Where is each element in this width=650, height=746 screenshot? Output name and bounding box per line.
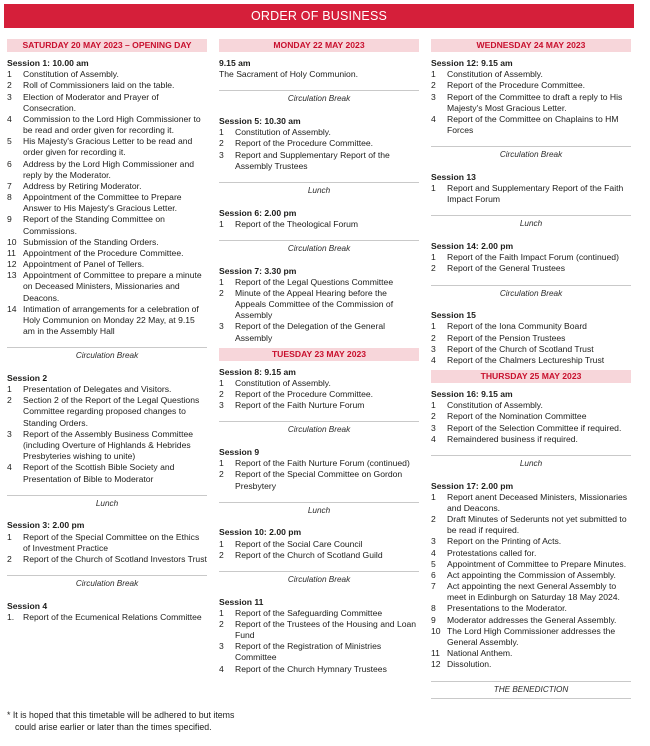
agenda-item [219, 539, 419, 550]
agenda-item-text: Report and Supplementary Report of the Assembly Trustees [235, 149, 390, 171]
session-title: 9.15 am [219, 58, 251, 68]
agenda-item [431, 263, 631, 274]
agenda-item [219, 150, 419, 172]
agenda-item [7, 612, 207, 623]
agenda-item [7, 92, 207, 114]
agenda-item [7, 136, 207, 158]
agenda-item-number: 2 [219, 138, 224, 149]
agenda-item [219, 378, 419, 389]
session-block [431, 389, 631, 445]
agenda-item-number: 2 [431, 514, 436, 525]
agenda-item [431, 514, 631, 536]
agenda-item-text: His Majesty's Gracious Letter to be read and order given for recording it. [23, 136, 193, 158]
day-header: WEDNESDAY 24 MAY 2023 [431, 39, 631, 52]
footnote-line-1: * It is hoped that this timetable will be adhered to but items [7, 710, 235, 720]
break-label: Lunch [431, 455, 631, 473]
agenda-item-text: Report of the Ecumenical Relations Committee [23, 611, 202, 622]
agenda-item-number: 2 [431, 411, 436, 422]
agenda-item-number: 1 [219, 218, 224, 229]
session-block [219, 447, 419, 492]
agenda-item-text: Moderator addresses the General Assembly. [447, 614, 617, 625]
agenda-item-number: 4 [7, 462, 12, 473]
session-block [219, 266, 419, 344]
agenda-item-number: 12 [7, 259, 17, 270]
agenda-item-number: 6 [7, 158, 12, 169]
agenda-item [7, 181, 207, 192]
agenda-item [219, 550, 419, 561]
agenda-item-text: Section 2 of the Report of the Legal Questions Committee regarding proposed changes to Standing Orders. [23, 395, 200, 428]
session-title: Session 11 [219, 596, 264, 607]
agenda-item-text: Report of the Pension Trustees [447, 332, 566, 343]
agenda-item-number: 2 [219, 287, 224, 298]
agenda-item-text: Report of the Procedure Committee. [447, 80, 586, 91]
agenda-item-number: 1 [431, 321, 436, 332]
agenda-item-text: Report of the Safeguarding Committee [235, 607, 383, 618]
agenda-item [431, 570, 631, 581]
agenda-item [219, 288, 419, 322]
session-title: Session 10: 2.00 pm [219, 527, 302, 538]
agenda-item [7, 554, 207, 565]
column-1 [7, 39, 207, 623]
agenda-item [7, 304, 207, 338]
agenda-item [431, 659, 631, 670]
agenda-item-text: Report of the Faith Nurture Forum (continued) [235, 458, 410, 469]
agenda-item-number: 1 [7, 384, 12, 395]
agenda-item-text: Draft Minutes of Sederunts not yet submitted to be read if required. [447, 514, 627, 536]
agenda-item-text: Report anent Deceased Ministers, Missionaries and Deacons. [447, 491, 628, 513]
agenda-item [431, 434, 631, 445]
agenda-item [7, 259, 207, 270]
agenda-item-number: 1 [219, 377, 224, 388]
break-label: Circulation Break [219, 571, 419, 589]
agenda-item-text: Minute of the Appeal Hearing before the Appeals Committee of the Commission of Assembly [235, 287, 394, 321]
agenda-item-text: Report of the Church Hymnary Trustees [235, 663, 387, 674]
agenda-item-text: Report of the Procedure Committee. [235, 389, 374, 400]
agenda-item [219, 138, 419, 149]
agenda-item-number: 3 [219, 321, 224, 332]
agenda-item-number: 13 [7, 270, 17, 281]
agenda-item [219, 127, 419, 138]
agenda-item-text: Report of the Registration of Ministries Committee [235, 641, 382, 663]
agenda-item-number: 1 [7, 531, 12, 542]
agenda-item [431, 80, 631, 91]
agenda-item-number: 10 [431, 625, 441, 636]
agenda-item-text: Report of the Chalmers Lectureship Trust [447, 354, 605, 365]
break-label: Circulation Break [7, 575, 207, 593]
agenda-item-number: 10 [7, 236, 17, 247]
agenda-item-text: Submission of the Standing Orders. [23, 236, 159, 247]
agenda-item [431, 183, 631, 205]
break-label: Lunch [219, 182, 419, 200]
agenda-item [219, 608, 419, 619]
agenda-item-text: Report of the Committee to draft a reply to His Majesty's Most Gracious Letter. [447, 91, 623, 113]
agenda-item-number: 1 [431, 183, 436, 194]
agenda-item-text: Report of the Scottish Bible Society and Presentation of Bible to Moderator [23, 462, 175, 484]
agenda-item-number: 3 [7, 428, 12, 439]
agenda-item [431, 355, 631, 366]
agenda-item [7, 214, 207, 236]
agenda-item-text: Report of the Church of Scotland Trust [447, 343, 594, 354]
agenda-item-text: Report of the Delegation of the General Assembly [235, 321, 386, 343]
agenda-item-text: Report of the General Trustees [447, 263, 565, 274]
agenda-item-number: 4 [431, 354, 436, 365]
agenda-item-text: Constitution of Assembly. [447, 69, 543, 80]
agenda-item-number: 4 [431, 433, 436, 444]
agenda-item [431, 626, 631, 648]
agenda-item [7, 159, 207, 181]
agenda-item [431, 615, 631, 626]
agenda-item-number: 2 [7, 553, 12, 564]
agenda-item [431, 69, 631, 80]
agenda-item-text: Report of the Committee on Chaplains to HM Forces [447, 113, 619, 136]
agenda-item-text: Report on the Printing of Acts. [447, 536, 562, 547]
column-2 [219, 39, 419, 675]
agenda-item-number: 2 [219, 469, 224, 480]
agenda-item [7, 69, 207, 80]
agenda-item-number: 1. [7, 611, 15, 622]
agenda-item-number: 4 [219, 663, 224, 674]
agenda-item [219, 664, 419, 675]
agenda-item-text: Report of the Nomination Committee [447, 411, 587, 422]
agenda-item [219, 219, 419, 230]
agenda-item [219, 619, 419, 641]
session-title: Session 4 [7, 600, 48, 611]
session-title: Session 13 [431, 171, 476, 182]
agenda-item [7, 384, 207, 395]
agenda-item [7, 80, 207, 91]
session-block [7, 520, 207, 565]
agenda-item [219, 458, 419, 469]
break-label: Circulation Break [219, 90, 419, 108]
session-title: Session 14: 2.00 pm [431, 241, 514, 252]
agenda-item-number: 1 [7, 69, 12, 80]
agenda-item-text: Commission to the Lord High Commissioner to be read and order given for recording it. [23, 113, 201, 136]
agenda-item-number: 3 [431, 422, 436, 433]
session-block [219, 367, 419, 412]
session-title: Session 16: 9.15 am [431, 389, 513, 400]
agenda-item-text: Report of the Theological Forum [235, 218, 359, 229]
session-block [431, 172, 631, 206]
agenda-item-text: Report of the Social Care Council [235, 538, 363, 549]
agenda-item-number: 1 [219, 458, 224, 469]
break-label: Circulation Break [219, 421, 419, 439]
agenda-item [431, 559, 631, 570]
agenda-item [431, 411, 631, 422]
session-title: Session 15 [431, 310, 476, 321]
session-title: Session 6: 2.00 pm [219, 207, 297, 218]
agenda-item-text: Remaindered business if required. [447, 433, 578, 444]
agenda-item [431, 581, 631, 603]
session-title: Session 8: 9.15 am [219, 366, 296, 377]
day-header: MONDAY 22 MAY 2023 [219, 39, 419, 52]
footnote [7, 710, 307, 734]
agenda-item-text: Report of the Legal Questions Committee [235, 276, 394, 287]
break-label: Circulation Break [431, 285, 631, 303]
agenda-item [431, 114, 631, 136]
agenda-item-text: Report of the Faith Impact Forum (continued) [447, 252, 619, 263]
order-of-business-banner: ORDER OF BUSINESS [4, 4, 634, 28]
session-title: Session 17: 2.00 pm [431, 480, 514, 491]
agenda-item-number: 5 [7, 136, 12, 147]
agenda-item-text: Report of the Trustees of the Housing and Loan Fund [235, 618, 417, 641]
agenda-item [219, 469, 419, 491]
agenda-item [431, 548, 631, 559]
agenda-item-text: National Anthem. [447, 648, 513, 659]
session-block [7, 601, 207, 623]
agenda-item-text: Constitution of Assembly. [235, 377, 331, 388]
benediction-label: THE BENEDICTION [431, 681, 631, 700]
agenda-item-number: 2 [431, 332, 436, 343]
agenda-item-text: Report of the Assembly Business Committee (including Overture of Highlands & Hebrides Presbyteries wishing to unite) [23, 428, 194, 462]
session-title: Session 9 [219, 447, 260, 458]
session-block [219, 597, 419, 675]
agenda-item-text: Report of the Church of Scotland Guild [235, 549, 383, 560]
agenda-item-number: 1 [219, 127, 224, 138]
agenda-item-text: Appointment of the Procedure Committee. [23, 247, 184, 258]
agenda-item-number: 5 [431, 558, 436, 569]
session-block [219, 58, 419, 80]
agenda-item-text: Constitution of Assembly. [447, 400, 543, 411]
agenda-item-text: Report of the Faith Nurture Forum [235, 400, 365, 411]
agenda-item-number: 4 [7, 113, 12, 124]
agenda-item [7, 237, 207, 248]
agenda-item [431, 536, 631, 547]
column-3 [431, 39, 631, 707]
agenda-item [219, 389, 419, 400]
agenda-item [7, 395, 207, 429]
agenda-item-text: Report of the Special Committee on the Ethics of Investment Practice [23, 531, 200, 553]
agenda-item-number: 1 [219, 276, 224, 287]
agenda-item [431, 492, 631, 514]
agenda-item-number: 3 [219, 641, 224, 652]
agenda-item [7, 462, 207, 484]
agenda-item-number: 2 [219, 618, 224, 629]
session-title: Session 7: 3.30 pm [219, 265, 297, 276]
agenda-item [7, 192, 207, 214]
agenda-item-text: Address by the Lord High Commissioner and reply by the Moderator. [23, 158, 195, 180]
agenda-item-number: 11 [431, 648, 440, 659]
agenda-item-number: 7 [431, 581, 436, 592]
agenda-item [431, 603, 631, 614]
agenda-item-text: Report of the Selection Committee if required. [447, 422, 622, 433]
agenda-item-text: Protestations called for. [447, 547, 537, 558]
agenda-item-number: 3 [431, 343, 436, 354]
break-label: Circulation Break [431, 146, 631, 164]
agenda-item-number: 7 [7, 180, 12, 191]
agenda-item [431, 400, 631, 411]
agenda-item-text: Appointment of Committee to prepare a minute on Deceased Ministers, Missionaries and Deacons. [23, 270, 202, 303]
agenda-item-text: Appointment of Committee to Prepare Minutes. [447, 558, 627, 569]
session-title: Session 3: 2.00 pm [7, 520, 85, 531]
agenda-item-text: Dissolution. [447, 659, 492, 670]
agenda-item [431, 92, 631, 114]
session-text: The Sacrament of Holy Communion. [219, 69, 358, 80]
agenda-item-text: Report of the Standing Committee on Commissions. [23, 214, 165, 236]
day-header: SATURDAY 20 MAY 2023 – OPENING DAY [7, 39, 207, 52]
agenda-item [7, 270, 207, 304]
session-block [219, 116, 419, 172]
agenda-item-number: 1 [431, 69, 436, 80]
break-label: Lunch [219, 502, 419, 520]
agenda-item-number: 3 [7, 91, 12, 102]
agenda-item-number: 3 [431, 91, 436, 102]
agenda-item-text: The Lord High Commissioner addresses the General Assembly. [447, 625, 616, 647]
agenda-item-text: Report and Supplementary Report of the Faith Impact Forum [447, 183, 624, 205]
agenda-item-text: Election of Moderator and Prayer of Consecration. [23, 91, 159, 113]
agenda-item [431, 252, 631, 263]
agenda-item-number: 2 [431, 263, 436, 274]
agenda-item-number: 1 [219, 538, 224, 549]
session-title: Session 5: 10.30 am [219, 116, 301, 126]
agenda-item [219, 277, 419, 288]
agenda-item [7, 114, 207, 136]
agenda-item-number: 2 [431, 80, 436, 91]
agenda-item-text: Act appointing the next General Assembly to meet in Edinburgh on Saturday 18 May 2024. [447, 581, 620, 603]
session-block [7, 58, 207, 337]
agenda-item-text: Intimation of arrangements for a celebration of Holy Communion on Monday 22 May, at 9.15 am in the Assembly Hall [23, 303, 199, 337]
agenda-item [431, 321, 631, 332]
agenda-item [219, 321, 419, 343]
agenda-item-number: 14 [7, 303, 17, 314]
agenda-item [431, 344, 631, 355]
agenda-item [431, 648, 631, 659]
agenda-item-text: Report of the Iona Community Board [447, 321, 587, 332]
session-block [431, 310, 631, 366]
day-header: TUESDAY 23 MAY 2023 [219, 348, 419, 361]
agenda-item-number: 2 [7, 80, 12, 91]
session-block [431, 241, 631, 275]
agenda-item-text: Report of the Procedure Committee. [235, 138, 374, 149]
agenda-item [219, 400, 419, 411]
agenda-item-number: 8 [7, 192, 12, 203]
agenda-item-number: 8 [431, 603, 436, 614]
agenda-item-number: 11 [7, 247, 16, 258]
session-title: Session 12: 9.15 am [431, 58, 513, 68]
agenda-item-number: 9 [7, 214, 12, 225]
agenda-item [431, 333, 631, 344]
session-block [219, 527, 419, 561]
agenda-item-text: Appointment of Panel of Tellers. [23, 259, 145, 270]
agenda-item-text: Report of the Church of Scotland Investors Trust [23, 553, 207, 564]
agenda-item-number: 9 [431, 614, 436, 625]
session-title: Session 1: 10.00 am [7, 58, 89, 68]
agenda-item-number: 3 [219, 149, 224, 160]
session-block [219, 208, 419, 230]
day-header: THURSDAY 25 MAY 2023 [431, 370, 631, 383]
agenda-item-number: 1 [431, 252, 436, 263]
agenda-item [7, 532, 207, 554]
agenda-item-number: 1 [431, 491, 436, 502]
break-label: Circulation Break [7, 347, 207, 365]
agenda-item [7, 429, 207, 463]
agenda-item-number: 4 [431, 547, 436, 558]
agenda-item-text: Roll of Commissioners laid on the table. [23, 80, 175, 91]
agenda-item-number: 2 [219, 549, 224, 560]
agenda-item-text: Presentation of Delegates and Visitors. [23, 384, 172, 395]
agenda-item-number: 2 [219, 389, 224, 400]
agenda-item-text: Constitution of Assembly. [23, 69, 119, 80]
session-block [431, 481, 631, 671]
break-label: Lunch [7, 495, 207, 513]
agenda-item [219, 641, 419, 663]
agenda-item-text: Report of the Special Committee on Gordon Presbytery [235, 469, 403, 491]
agenda-item-text: Address by Retiring Moderator. [23, 180, 142, 191]
session-block [431, 58, 631, 136]
agenda-item-text: Presentations to the Moderator. [447, 603, 567, 614]
agenda-item-text: Act appointing the Commission of Assembly. [447, 569, 616, 580]
break-label: Lunch [431, 215, 631, 233]
session-block [7, 373, 207, 485]
session-title: Session 2 [7, 372, 48, 383]
break-label: Circulation Break [219, 240, 419, 258]
agenda-item-number: 2 [7, 395, 12, 406]
agenda-item-number: 12 [431, 659, 441, 670]
footnote-line-2: could arise earlier or later than the times specified. [15, 721, 212, 732]
agenda-item-number: 3 [431, 536, 436, 547]
agenda-item-number: 1 [431, 400, 436, 411]
agenda-item-number: 4 [431, 113, 436, 124]
agenda-item-text: Appointment of the Committee to Prepare Answer to His Majesty's Gracious Letter. [23, 192, 182, 214]
agenda-item-number: 1 [219, 607, 224, 618]
agenda-item-number: 3 [219, 400, 224, 411]
agenda-item-number: 6 [431, 569, 436, 580]
agenda-item [431, 423, 631, 434]
agenda-item-text: Constitution of Assembly. [235, 127, 331, 138]
agenda-item [7, 248, 207, 259]
